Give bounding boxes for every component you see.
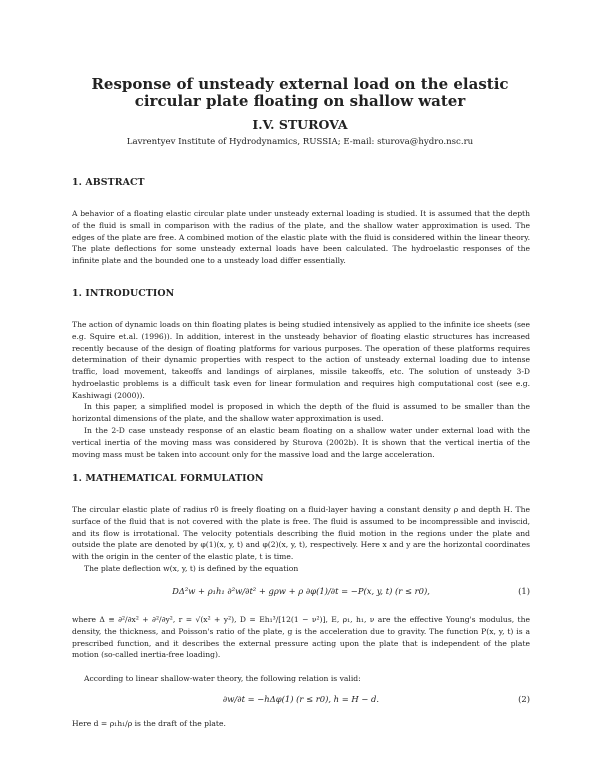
introduction-paragraph-2: In this paper, a simplified model is proposed in which the depth of the fluid is assumed to be smaller than the horizontal dimensions of the plate, and the shallow water approximation is used. (72, 402, 530, 423)
equation-1 (72, 576, 530, 608)
introduction-paragraph-1: The action of dynamic loads on thin floating plates is being studied intensively as applied to the infinite ice sheets (see e.g. Squire et.al. (1996)). In addition, interest in the unsteady behavior of floating elastic structures has increased recently because of the design of floating platforms for various purposes. The operation of these platforms requires determination of their dynamic properties with respect to the action of unsteady external loading due to intense traffic, load movement, takeoffs and landings of airplanes, missile takeoffs, etc. The solution of unsteady 3-D hydroelastic problems is a difficult task even for linear formulation and requires high computational cost (see e.g. Kashiwagi (2000)). (72, 320, 530, 400)
author-affiliation: Lavrentyev Institute of Hydrodynamics, RUSSIA; E-mail: sturova@hydro.nsc.ru (126, 137, 474, 147)
abstract-text: A behavior of a floating elastic circular plate under unsteady external loading is studied. It is assumed that the depth of the fluid is small in comparison with the radius of the plate, and the shallow water approximation is used. The edges of the plate are free. A combined motion of the elastic plate with the fluid is considered within the linear theory. The plate deflections for some unsteady external loads have been calculated. The hydroelastic responses of the infinite plate and the bounded one to a unsteady load differ essentially. (72, 209, 530, 266)
paper-title: Response of unsteady external load on the elastic circular plate floating on shallow water (91, 75, 509, 110)
formulation-paragraph-4: According to linear shallow-water theory, the following relation is valid: (84, 674, 361, 683)
formulation-paragraph-5: Here d = ρ₁h₁/ρ is the draft of the plate. (72, 719, 226, 728)
equation-1-body: DΔ²w + ρ₁h₁ ∂²w/∂t² + gρw + ρ ∂φ(1)/∂t = −P(x, y, t) (r ≤ r0), (172, 586, 430, 596)
introduction-heading: 1. INTRODUCTION (72, 288, 175, 299)
introduction-paragraph-3: In the 2-D case unsteady response of an elastic beam floating on a shallow water under external load with the vertical inertia of the moving mass was considered by Sturova (2002b). It is shown that the vertical inertia of the moving mass must be taken into account only for the massive load and the large acceleration. (72, 426, 530, 459)
author-name: I.V. STUROVA (252, 117, 348, 132)
equation-1-number: (1) (518, 586, 530, 596)
equation-2 (72, 684, 530, 716)
formulation-paragraph-3: where Δ ≡ ∂²/∂x² + ∂²/∂y², r = √(x² + y²), D = Eh₁³/[12(1 − ν²)], E, ρ₁, h₁, ν are the effective Young's modulus, the density, the thickness, and Poisson's ratio of the plate, g is the acceleration due to gravity. The function P(x, y, t) is a prescribed function, and it describes the external pressure acting upon the plate that is independent of the plate motion (so-called inertia-free loading). (72, 615, 530, 660)
formulation-heading: 1. MATHEMATICAL FORMULATION (72, 473, 264, 484)
equation-2-number: (2) (518, 694, 530, 704)
equation-2-body: ∂w/∂t = −hΔφ(1) (r ≤ r0), h = H − d. (222, 694, 380, 704)
abstract-heading: 1. ABSTRACT (72, 177, 145, 188)
formulation-paragraph-1: The circular elastic plate of radius r0 is freely floating on a fluid-layer having a constant density ρ and depth H. The surface of the fluid that is not covered with the plate is free. The fluid is assumed to be incompressible and inviscid, and its flow is irrotational. The velocity potentials describing the fluid motion in the regions under the plate and outside the plate are denoted by φ(1)(x, y, t) and φ(2)(x, y, t), respectively. Here x and y are the horizontal coordinates with the origin in the center of the elastic plate, t is time. (72, 505, 530, 562)
formulation-paragraph-2: The plate deflection w(x, y, t) is defined by the equation (84, 564, 299, 573)
